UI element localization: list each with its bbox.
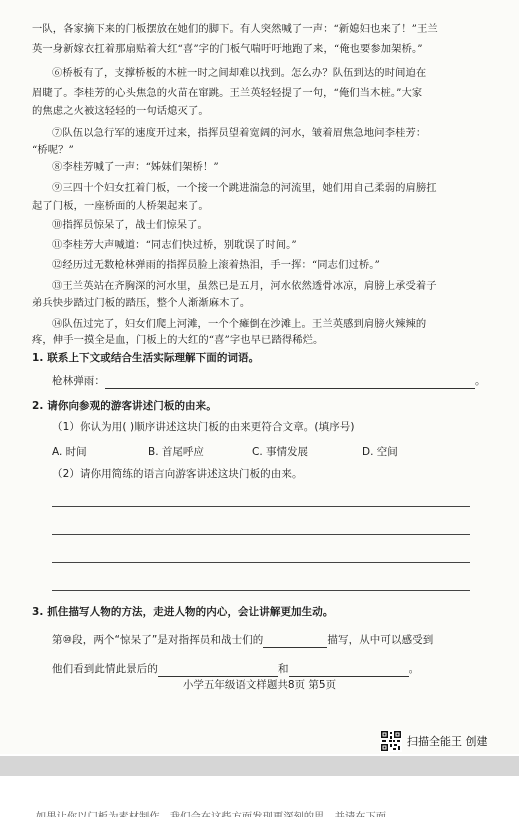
passage-line: ⑩指挥员惊呆了，战士们惊呆了。: [52, 219, 208, 231]
answer-blank[interactable]: [105, 377, 475, 389]
passage-line: 疼，伸手一摸全是血，门板上的大红的“喜”字也早已踏得稀烂。: [32, 334, 324, 346]
passage-line: 的焦虑之火被这轻轻的一句话熄灭了。: [32, 105, 209, 117]
option-c[interactable]: C. 事情发展: [252, 446, 309, 458]
option-b[interactable]: B. 首尾呼应: [148, 446, 204, 458]
question-1-answer-row: 枪林弹雨： 。: [52, 375, 486, 387]
next-page-cut-text: [36, 808, 506, 823]
watermark-text: 扫描全能王 创建: [407, 735, 488, 748]
passage-line: 弟兵快步踏过门板的踏压，整个人渐渐麻木了。: [32, 297, 251, 309]
page-separator: [0, 756, 519, 776]
passage-line: ⑥桥板有了，支撑桥板的木桩一时之间却难以找到。怎么办？队伍到达的时间迫在: [52, 67, 427, 79]
question-2-title: 2. 请你向参观的游客讲述门板的由来。: [32, 400, 217, 412]
term-label: 枪林弹雨：: [52, 375, 105, 387]
passage-line: “桥呢？”: [32, 144, 74, 156]
question-3-line-2: 他们看到此情此景后的 和 。: [52, 663, 420, 675]
passage-line: 英一身新嫁衣扛着那扇贴着大红“喜”字的门板气喘吁吁地跑了来，“俺也要参加架桥。”: [32, 43, 423, 55]
answer-line[interactable]: [52, 562, 470, 563]
option-a[interactable]: A. 时间: [52, 446, 87, 458]
answer-line[interactable]: [52, 590, 470, 591]
answer-blank[interactable]: [289, 665, 409, 677]
answer-blank[interactable]: [263, 636, 327, 648]
passage-line: ⑭队伍过完了，妇女们爬上河滩，一个个瘫倒在沙滩上。王兰英感到肩膀火辣辣的: [52, 318, 427, 330]
answer-blank[interactable]: [158, 665, 278, 677]
answer-line[interactable]: [52, 506, 470, 507]
page-footer: 小学五年级语文样题共8页 第5页: [182, 679, 337, 691]
passage-line: 眉睫了。李桂芳的心头焦急的火苗在窜跳。王兰英轻轻提了一句，“俺们当木桩。”大家: [32, 87, 423, 99]
option-d[interactable]: D. 空间: [362, 446, 398, 458]
question-2-sub2: （2）请你用简练的语言向游客讲述这块门板的由来。: [52, 468, 303, 480]
passage-line: ⑦队伍以急行军的速度开过来，指挥员望着宽阔的河水，皱着眉焦急地问李桂芳：: [52, 127, 427, 139]
passage-line: 起了门板，一座桥面的人桥架起来了。: [32, 200, 209, 212]
question-3-title: 3. 抓住描写人物的方法，走进人物的内心，会让讲解更加生动。: [32, 606, 334, 618]
passage-line: ⑫经历过无数枪林弹雨的指挥员脸上滚着热泪，手一挥：“同志们过桥。”: [52, 259, 380, 271]
answer-line[interactable]: [52, 534, 470, 535]
passage-line: ⑬王兰英站在齐胸深的河水里，虽然已是五月，河水依然透骨冰凉，肩膀上承受着子: [52, 280, 437, 292]
passage-line: ⑧李桂芳喊了一声：“姊妹们架桥！”: [52, 161, 219, 173]
qr-code-icon: [380, 730, 402, 752]
passage-line: 一队，各家摘下来的门板摆放在她们的脚下。有人突然喊了一声：“新媳妇也来了！”王兰: [32, 23, 438, 35]
passage-line: ⑨三四十个妇女扛着门板，一个接一个跳进湍急的河流里，她们用自己柔弱的肩膀扛: [52, 182, 437, 194]
question-1-title: 1. 联系上下文或结合生活实际理解下面的词语。: [32, 352, 260, 364]
passage-line: ⑪李桂芳大声喊道：“同志们快过桥，别耽误了时间。”: [52, 239, 297, 251]
scanner-watermark: [380, 730, 488, 752]
question-2-sub1: （1）你认为用( )顺序讲述这块门板的由来更符合文章。(填序号): [52, 421, 355, 433]
question-3-line-1: 第⑩段，两个“惊呆了”是对指挥员和战士们的 描写，从中可以感受到: [52, 634, 434, 646]
